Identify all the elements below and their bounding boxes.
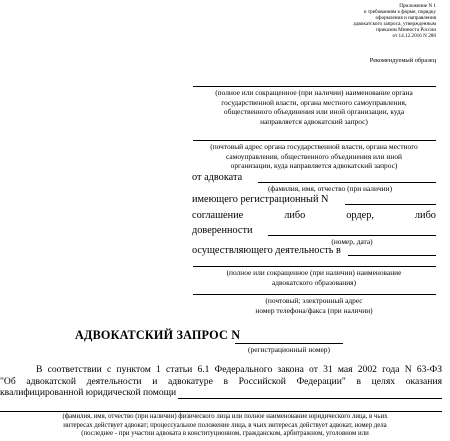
activity-label: осуществляющего деятельность в bbox=[192, 245, 341, 256]
registration-number-label: имеющего регистрационный N bbox=[192, 194, 329, 205]
request-number-line bbox=[235, 343, 343, 344]
sample-label: Рекомендуемый образец bbox=[369, 57, 436, 64]
appendix-line: оформления и направления bbox=[375, 15, 436, 22]
advocate-name-line bbox=[258, 182, 436, 183]
bar-association-hint: (полное или сокращенное (при наличии) наименование адвокатского образования) bbox=[226, 268, 402, 287]
power-of-attorney-label: доверенности bbox=[192, 225, 253, 236]
activity-line bbox=[348, 255, 436, 256]
paragraph-line: В соответствии с пунктом 1 статьи 6.1 Федерального закона от 31 мая 2002 года N 63-ФЗ bbox=[36, 364, 442, 375]
agreement-word: соглашение bbox=[192, 210, 244, 221]
from-advocate-label: от адвоката bbox=[192, 172, 243, 183]
appendix-line: приказом Минюста России bbox=[376, 27, 436, 34]
contacts-hint: (почтовый; электронный адрес номер телефона/факса (при наличии) bbox=[255, 296, 373, 315]
request-title: АДВОКАТСКИЙ ЗАПРОС N bbox=[75, 328, 241, 342]
advocate-name-hint: (фамилия, имя, отчество (при наличии) bbox=[267, 184, 393, 193]
client-hint: (фамилия, имя, отчество (при наличии) физического лица или полное наименование юридического лица, в чьих интересах действует адвокат; процессуальное положение лица, в чьих интересах действует адвокат, номер дела (последнее - при участии адвоката в конституционном, гражданском, арбитражном, уголовном или bbox=[62, 413, 388, 438]
agreement-row bbox=[192, 209, 436, 222]
appendix-block bbox=[286, 3, 436, 40]
appendix-line: Приложение N 1 bbox=[399, 3, 436, 9]
power-of-attorney-line bbox=[268, 235, 436, 236]
recipient-name-hint: (полное или сокращенное (при наличии) наименование органа государственной власти, органа местного самоуправления, общественного объединения или иной организации, куда направляется адвокатский запрос) bbox=[215, 88, 413, 126]
appendix-line: от 14.12.2016 N 288 bbox=[392, 33, 436, 40]
client-line bbox=[178, 389, 442, 399]
appendix-line: к требованиям к форме, порядку bbox=[364, 9, 436, 16]
paragraph-line: "Об адвокатской деятельности и адвокатуре в Российской Федерации" в целях оказания bbox=[0, 375, 442, 387]
either-word: либо bbox=[414, 210, 436, 221]
either-word: либо bbox=[284, 210, 306, 221]
order-word: ордер, bbox=[346, 210, 374, 221]
number-date-hint: (номер, дата) bbox=[331, 237, 373, 246]
registration-number-hint: (регистрационный номер) bbox=[248, 345, 330, 354]
bar-association-line bbox=[193, 266, 436, 267]
paragraph-last-line bbox=[0, 387, 442, 399]
contacts-line bbox=[193, 294, 436, 295]
paragraph-line: квалифицированной юридической помощи bbox=[0, 387, 177, 399]
request-paragraph bbox=[0, 364, 442, 399]
client-full-line bbox=[0, 411, 442, 412]
appendix-line: адвокатского запроса, утвержденным bbox=[353, 21, 436, 28]
recipient-address-line bbox=[193, 140, 436, 141]
recipient-name-line bbox=[193, 86, 436, 87]
recipient-address-hint: (почтовый адрес органа государственной власти, органа местного самоуправления, общественного объединения или иной организации, куда направляется адвокатский запрос) bbox=[210, 142, 418, 171]
registration-number-line bbox=[345, 204, 436, 205]
